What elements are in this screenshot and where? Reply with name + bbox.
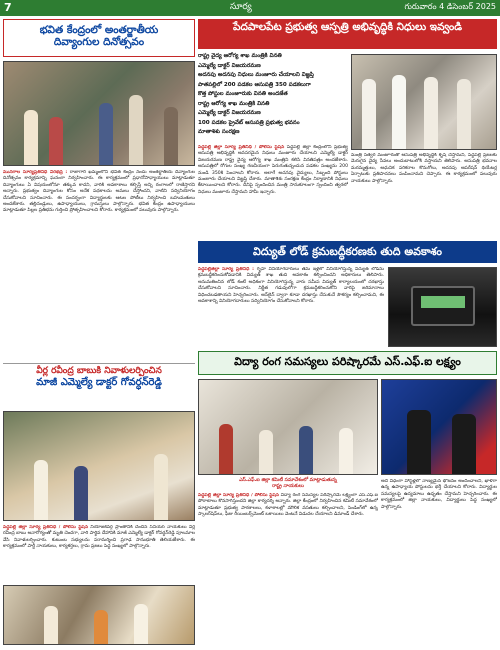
story-body-continued: అదే విధంగా హాస్టళ్లలో నాణ్యమైన భోజనం అందించాలని, ఖాళీగా ఉన్న ఉపాధ్యాయ పోస్టులను భర్తీ చేయాలని కోరారు. విద్యార్థుల సమస్యలపై ఉద్యమాలు ఉధృతం చేస్తామని హెచ్చరించారు. ఈ కార్యక్రమంలో జిల్లా నాయకులు, విద్యార్థులు పెద్ద సంఖ్యలో పాల్గొన్నారు. [381,479,497,510]
left-column [3,19,195,647]
story-headline [3,19,195,57]
page-number: 7 [4,1,12,14]
electricity-meter-photo [388,267,497,347]
body-text: విద్యా రంగ సమస్యల పరిష్కారమే లక్ష్యంగా ఎస్.ఎఫ్.ఐ పోరాటాలు కొనసాగిస్తుందని జిల్లా కార్యదర్శి అన్నారు. జిల్లా కేంద్రంలో నిర్వహించిన కమిటీ సమావేశంలో మాట్లాడుతూ ప్రభుత్వ పాఠశాలలు, కళాశాలల్లో మౌలిక వసతులు కల్పించాలని, పెండింగ్‌లో ఉన్న స్కాలర్‌షిప్‌లు, ఫీజు రీయింబర్స్‌మెంట్ బకాయిలు వెంటనే విడుదల చేయాలని డిమాండ్ చేశారు. [198,493,378,518]
story-bullets [198,52,348,142]
story-body [198,145,348,240]
paper-name: సూర్య [230,2,252,12]
mla-meeting-photo [351,54,497,150]
dateline: మునగాల సూర్యప్రతినిధి వీరభద్ర : [3,170,68,175]
issue-date: గురువారం 4 డిసెంబర్ 2025 [404,2,496,11]
caption-line-1: ఎస్.ఎఫ్.ఐ జిల్లా కమిటీ సమావేశంలో మాట్లాడుతున్న [239,478,337,483]
headline-line-1: వీర్ల రవీంద్ర బాబుకి నివాళులర్పించిన [36,366,162,376]
headline-line-2: దివ్యాంగుల దినోత్సవం [53,36,145,49]
body-text: గృహ వినియోగదారులు తమ ఇళ్లలో వినియోగిస్తున్న విద్యుత్ లోడ్‌ను క్రమబద్ధీకరించుకోవడానికి విద్యుత్ శాఖ తుది అవకాశం కల్పించిందని అధికారులు తెలిపారు. అనుమతించిన లోడ్ కంటే అధికంగా వినియోగిస్తున్న వారు సమీప విద్యుత్ కార్యాలయంలో దరఖాస్తు చేసుకోవాలని సూచించారు. నిర్ణీత గడువులోగా క్రమబద్ధీకరించుకోని వారిపై జరిమానాలు విధించబడతాయని హెచ్చరించారు. ఆన్‌లైన్ ద్వారా కూడా దరఖాస్తు చేసుకునే సౌకర్యం కల్పించామని, ఈ అవకాశాన్ని వినియోగదారులు సద్వినియోగం చేసుకోవాలని కోరారు. [198,267,384,305]
story-headline [3,366,195,406]
headline-line-2: మాజీ ఎమ్మెల్యే డాక్టర్ గోవర్ధన్‌రెడ్డి [36,376,162,388]
bullet-item: ఎమ్మెల్యే డాక్టర్ విజయరమణ [198,62,261,69]
sfi-leaders-photo [381,379,497,475]
story-body [3,525,195,583]
tribute-photo-2 [3,585,195,645]
body-text: నియోజకవర్గ ప్రాంతానికి చెందిన సీనియర్ నాయకులు వీర్ల రవీంద్ర బాబు అనారోగ్యంతో మృతి చెందగా, వారి పార్థివ దేహానికి మాజీ ఎమ్మెల్యే డాక్టర్ గోవర్ధన్‌రెడ్డి పూలమాల వేసి నివాళులర్పించారు. కుటుంబ సభ్యులను పరామర్శించి ప్రగాఢ సానుభూతి తెలియజేశారు. ఈ కార్యక్రమంలో పార్టీ నాయకులు, కార్యకర్తలు, గ్రామ ప్రజలు పెద్ద సంఖ్యలో పాల్గొన్నారు. [3,525,195,550]
bullet-item: పాతపల్లిలో 200 పడకల ఆసుపత్రి 350 పడకలుగా [198,81,311,88]
bullet-item: రాష్ట్ర వైద్య ఆరోగ్య శాఖ మంత్రికి వినతి [198,53,282,59]
story-body [198,267,384,343]
dateline: పెద్దపల్లి జిల్లా సూర్య ప్రతినిధి / పోలీసు స్టేషన్ [3,525,89,530]
story-body-continued: మంత్రి సత్వర మంజూరుతో ఆసుపత్రి అభివృద్ధికి కృషి చేస్తామని, పెద్దపల్లి ప్రజలకు మెరుగైన వైద్య సేవలు అందుబాటులోకి వస్తాయని తెలిపారు. ఆసుపత్రి భవనాల మరమ్మత్తులు, ఆధునిక పరికరాల కొనుగోలు, అదనపు ఆపరేషన్ థియేటర్ల ఏర్పాటుకు ప్రతిపాదనలు పంపించామని చెప్పారు. ఈ కార్యక్రమంలో పలువురు నాయకులు పాల్గొన్నారు. [351,153,497,184]
sfi-meeting-photo [198,379,378,475]
bullet-item: కొత్త పోస్టుల మంజూరుకు వినతి అందజేత [198,91,288,97]
story-headline: విద్యా రంగ సమస్యలు పరిష్కారమే ఎస్.ఎఫ్.ఐ లక్ష్యం [198,351,497,375]
tribute-photo [3,411,195,521]
body-text: పెద్దపల్లి జిల్లా కేంద్రంలోని ప్రభుత్వ ఆసుపత్రి అభివృద్ధికి అవసరమైన నిధులు మంజూరు చేయాలని ఎమ్మెల్యే డాక్టర్ విజయరమణ రాష్ట్ర వైద్య ఆరోగ్య శాఖ మంత్రిని కలిసి వినతిపత్రం అందజేశారు. ఆసుపత్రిలో రోగుల సంఖ్య గణనీయంగా పెరుగుతున్నందున పడకల సంఖ్యను 200 నుండి 350కి పెంచాలని కోరారు. అలాగే అదనపు వైద్యులు, సిబ్బంది పోస్టులు మంజూరు చేయాలని విజ్ఞప్తి చేశారు. మాతాశిశు సంరక్షణ కేంద్రం నిర్మాణానికి నిధులు కేటాయించాలని కోరారు. దీనిపై స్పందించిన మంత్రి సానుకూలంగా స్పందించి త్వరలో నిధులు మంజూరు చేస్తామని హామీ ఇచ్చారు. [198,145,348,195]
bullet-item: రాష్ట్ర ఆరోగ్య శాఖ మంత్రికి వినతి [198,100,270,107]
headline-line-1: భవిత కేంద్రంలో అంతర్జాతీయ [39,24,159,36]
story-headline: పేదపాలపేట ప్రభుత్వ ఆస్పత్రి అభివృద్ధికి నిధులు ఇవ్వండి [198,19,497,49]
bullet-item: అదనపు అదనపు నిధులు మంజూరు చేయాలని విజ్ఞప్తి [198,72,314,78]
dateline: పెద్దపల్లిజిల్లా సూర్య ప్రతినిధి : [198,267,255,272]
bullet-item: 100 పడకల ప్రైవేట్ ఆసుపత్రి ప్రభుత్వ భవనం [198,119,300,126]
dateline: పెద్దపల్లి జిల్లా సూర్య ప్రతినిధి / పోలీసు స్టేషన్ [198,493,280,498]
photo-caption [198,478,378,490]
story-headline: విద్యుత్ లోడ్ క్రమబద్ధీకరణకు తుది అవకాశం [198,241,497,263]
bullet-item: ఎమ్మెల్యే డాక్టర్ విజయరమణ [198,110,261,116]
bullet-item: మాతాశిశు సంరక్షణ [198,129,240,135]
right-column [198,19,497,647]
page-header-bar [0,0,500,16]
caption-line-2: రాష్ట్ర నాయకులు [272,484,304,489]
story-body [3,170,195,360]
body-text: రాజాగారి ఖమ్మంలోని భవిత కేంద్రం నందు అంతర్జాతీయ దివ్యాంగుల దినోత్సవం కార్యక్రమాన్ని ఘనంగా నిర్వహించారు. ఈ కార్యక్రమంలో ప్రధానోపాధ్యాయులు మాట్లాడుతూ దివ్యాంగులు ఏ విషయంలోనూ తక్కువ కాదని, వారికి అవకాశాలు కల్పిస్తే అన్ని రంగాలలో రాణిస్తారని అన్నారు. ప్రభుత్వం దివ్యాంగుల కోసం అనేక పథకాలను అమలు చేస్తోందని, వాటిని సద్వినియోగం చేసుకోవాలని సూచించారు. ఈ సందర్భంగా విద్యార్థులకు ఆటల పోటీలు నిర్వహించి బహుమతులు అందజేశారు. తల్లిదండ్రులు, ఉపాధ్యాయులు, గ్రామస్తులు పాల్గొన్నారు. భవిత కేంద్రం ఉపాధ్యాయులు మాట్లాడుతూ పిల్లల ప్రతిభను గుర్తించి ప్రోత్సహించాలని కోరారు. కార్యక్రమంలో పలువురు పాల్గొన్నారు. [3,170,195,214]
event-photo [3,61,195,166]
dateline: పెద్దపల్లి జిల్లా సూర్య ప్రతినిధి / పోలీసు స్టేషన్ [198,145,285,150]
story-body [198,493,378,643]
